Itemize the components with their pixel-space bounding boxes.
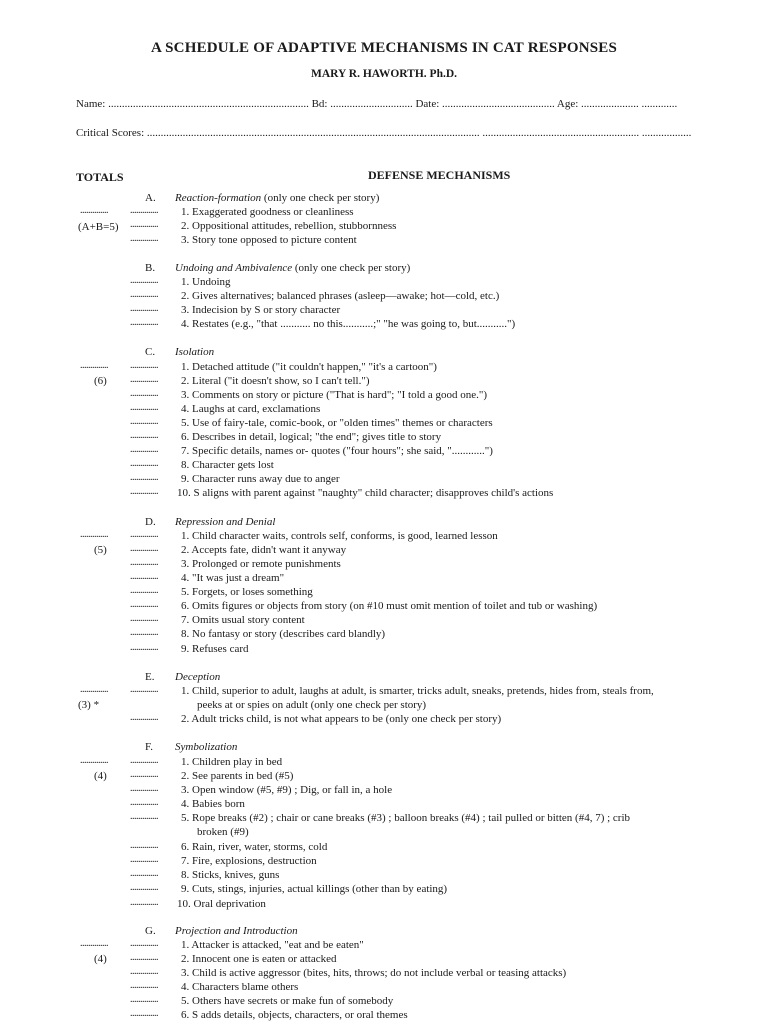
check-blank[interactable]: .............. (130, 529, 158, 540)
mechanism-item: 10. Oral deprivation (177, 898, 266, 910)
check-blank[interactable]: .............. (130, 783, 158, 794)
mechanism-item: 4. Characters blame others (181, 981, 299, 993)
check-blank[interactable]: .............. (130, 219, 158, 230)
section-c-title: Isolation (175, 346, 215, 358)
check-blank[interactable]: .............. (130, 416, 158, 427)
section-e-total: (3) * (78, 699, 100, 711)
check-blank[interactable]: .............. (130, 303, 158, 314)
check-blank[interactable]: .............. (130, 275, 158, 286)
check-blank[interactable]: .............. (130, 360, 158, 371)
mechanism-item: 3. Story tone opposed to picture content (181, 234, 357, 246)
check-blank[interactable]: .............. (130, 627, 158, 638)
mechanism-item: 2. Innocent one is eaten or attacked (181, 953, 337, 965)
mechanism-item: 9. Refuses card (181, 643, 249, 655)
mechanism-item: 8. Character gets lost (181, 459, 274, 471)
mechanism-item: 6. S adds details, objects, characters, or oral themes (181, 1009, 408, 1021)
check-blank[interactable]: .............. (130, 994, 158, 1005)
check-blank[interactable]: .............. (130, 868, 158, 879)
check-blank[interactable]: .............. (130, 769, 158, 780)
mechanism-item: 9. Character runs away due to anger (181, 473, 340, 485)
check-blank[interactable]: .............. (130, 642, 158, 653)
check-blank[interactable]: .............. (130, 543, 158, 554)
check-blank[interactable]: .............. (130, 571, 158, 582)
mechanism-item: 4. "It was just a dream" (181, 572, 285, 584)
mechanism-item: 6. Describes in detail, logical; "the end"; gives title to story (181, 431, 442, 443)
section-e-title: Deception (175, 671, 221, 683)
section-g-total-blank[interactable]: .............. (80, 938, 108, 949)
check-blank[interactable]: .............. (130, 458, 158, 469)
section-f-total: (4) (94, 770, 107, 782)
mechanism-item: 2. Accepts fate, didn't want it anyway (181, 544, 347, 556)
document-title: A SCHEDULE OF ADAPTIVE MECHANISMS IN CAT RESPONSES (150, 40, 618, 56)
check-blank[interactable]: .............. (130, 755, 158, 766)
mechanism-item: 2. See parents in bed (#5) (181, 770, 294, 782)
mechanism-item: 7. Fire, explosions, destruction (181, 855, 317, 867)
mechanism-item-continuation: broken (#9) (197, 826, 249, 838)
mechanism-item: 5. Forgets, or loses something (181, 586, 313, 598)
mechanism-item: 2. Gives alternatives; balanced phrases (asleep—awake; hot—cold, etc.) (181, 290, 500, 302)
check-blank[interactable]: .............. (130, 938, 158, 949)
check-blank[interactable]: .............. (130, 840, 158, 851)
section-a-letter: A. (145, 192, 156, 204)
check-blank[interactable]: .............. (130, 472, 158, 483)
check-blank[interactable]: .............. (130, 952, 158, 963)
section-c-letter: C. (145, 346, 156, 358)
mechanism-item: 5. Rope breaks (#2) ; chair or cane breaks (#3) ; balloon breaks (#4) ; tail pulled or bitten (#4, 7) ; crib (181, 812, 631, 824)
mechanism-item: 7. Specific details, names or- quotes ("four hours"; she said, "............") (181, 445, 493, 457)
check-blank[interactable]: .............. (130, 317, 158, 328)
check-blank[interactable]: .............. (130, 557, 158, 568)
name-field-line[interactable]: Name: ......................................................................... Bd: .............................. Date: ......................................... Age: ..................... ............. (76, 98, 678, 110)
mechanism-item: 2. Literal ("it doesn't show, so I can't tell.") (181, 375, 370, 387)
check-blank[interactable]: .............. (130, 897, 158, 908)
check-blank[interactable]: .............. (130, 402, 158, 413)
section-b-title: Undoing and Ambivalence (only one check per story) (175, 262, 411, 274)
mechanism-item: 5. Others have secrets or make fun of somebody (181, 995, 394, 1007)
check-blank[interactable]: .............. (130, 684, 158, 695)
section-d-total: (5) (94, 544, 107, 556)
mechanism-item: 1. Child, superior to adult, laughs at adult, is smarter, tricks adult, sneaks, pretends, hides from, steals from, (181, 685, 654, 697)
section-b-letter: B. (145, 262, 156, 274)
mechanism-item: 1. Exaggerated goodness or cleanliness (181, 206, 354, 218)
check-blank[interactable]: .............. (130, 444, 158, 455)
section-g-title: Projection and Introduction (175, 925, 298, 937)
section-c-total: (6) (94, 375, 107, 387)
section-f-title: Symbolization (175, 741, 238, 753)
section-d-total-blank[interactable]: .............. (80, 529, 108, 540)
check-blank[interactable]: .............. (130, 966, 158, 977)
mechanism-item: 8. Sticks, knives, guns (181, 869, 280, 881)
check-blank[interactable]: .............. (130, 882, 158, 893)
check-blank[interactable]: .............. (130, 430, 158, 441)
check-blank[interactable]: .............. (130, 599, 158, 610)
mechanism-item: 1. Undoing (181, 276, 231, 288)
section-a-note: (only one check per story) (261, 192, 380, 204)
mechanism-item: 4. Babies born (181, 798, 245, 810)
check-blank[interactable]: .............. (130, 486, 158, 497)
section-a-total: (A+B=5) (78, 221, 119, 233)
section-g-letter: G. (145, 925, 156, 937)
mechanism-item: 3. Prolonged or remote punishments (181, 558, 341, 570)
check-blank[interactable]: .............. (130, 980, 158, 991)
critical-scores-line[interactable]: Critical Scores: ......................................................................................................................... ......................................................... .................. (76, 127, 692, 139)
check-blank[interactable]: .............. (130, 388, 158, 399)
document-author: MARY R. HAWORTH. Ph.D. (310, 68, 458, 80)
mechanism-item: 4. Laughs at card, exclamations (181, 403, 321, 415)
check-blank[interactable]: .............. (130, 374, 158, 385)
mechanism-item: 9. Cuts, stings, injuries, actual killings (other than by eating) (181, 883, 448, 895)
mechanism-item: 1. Attacker is attacked, "eat and be eaten" (181, 939, 364, 951)
mechanism-item: 2. Adult tricks child, is not what appears to be (only one check per story) (181, 713, 502, 725)
mechanism-item: 10. S aligns with parent against "naughty" child character; disapproves child's actions (177, 487, 554, 499)
mechanism-item: 2. Oppositional attitudes, rebellion, stubbornness (181, 220, 397, 232)
check-blank[interactable]: .............. (130, 233, 158, 244)
mechanism-item: 3. Indecision by S or story character (181, 304, 341, 316)
mechanism-item: 1. Detached attitude ("it couldn't happen," "it's a cartoon") (181, 361, 437, 373)
mechanism-item: 4. Restates (e.g., "that ........... no this...........;" "he was going to, but...........") (181, 318, 516, 330)
mechanism-item: 1. Children play in bed (181, 756, 283, 768)
check-blank[interactable]: .............. (130, 811, 158, 822)
mechanism-item: 3. Comments on story or picture ("That is hard"; "I told a good one.") (181, 389, 488, 401)
section-d-letter: D. (145, 516, 156, 528)
section-e-letter: E. (145, 671, 155, 683)
check-blank[interactable]: .............. (130, 854, 158, 865)
mechanism-item: 3. Open window (#5, #9) ; Dig, or fall in, a hole (181, 784, 393, 796)
totals-heading: TOTALS (76, 170, 124, 184)
mechanism-item: 3. Child is active aggressor (bites, hits, throws; do not include verbal or teasing attacks) (181, 967, 567, 979)
defense-mechanisms-heading: DEFENSE MECHANISMS (368, 168, 511, 182)
section-b-note: (only one check per story) (292, 262, 411, 274)
mechanism-item: 5. Use of fairy-tale, comic-book, or "olden times" themes or characters (181, 417, 493, 429)
section-f-total-blank[interactable]: .............. (80, 755, 108, 766)
check-blank[interactable]: .............. (130, 1008, 158, 1019)
mechanism-item: 1. Child character waits, controls self, conforms, is good, learned lesson (181, 530, 498, 542)
section-c-total-blank[interactable]: .............. (80, 360, 108, 371)
check-blank[interactable]: .............. (130, 585, 158, 596)
section-e-total-blank[interactable]: .............. (80, 684, 108, 695)
section-g-total: (4) (94, 953, 107, 965)
section-a-total-blank[interactable]: .............. (80, 205, 108, 216)
mechanism-item: 7. Omits usual story content (181, 614, 305, 626)
check-blank[interactable]: .............. (130, 289, 158, 300)
check-blank[interactable]: .............. (130, 613, 158, 624)
check-blank[interactable]: .............. (130, 712, 158, 723)
section-d-title: Repression and Denial (175, 516, 276, 528)
section-a-title: Reaction-formation (only one check per story) (175, 192, 380, 204)
mechanism-item: 8. No fantasy or story (describes card blandly) (181, 628, 386, 640)
mechanism-item-continuation: peeks at or spies on adult (only one check per story) (197, 699, 427, 711)
check-blank[interactable]: .............. (130, 205, 158, 216)
mechanism-item: 6. Omits figures or objects from story (on #10 must omit mention of toilet and tub or washing) (181, 600, 598, 612)
section-f-letter: F. (145, 741, 153, 753)
check-blank[interactable]: .............. (130, 797, 158, 808)
mechanism-item: 6. Rain, river, water, storms, cold (181, 841, 328, 853)
